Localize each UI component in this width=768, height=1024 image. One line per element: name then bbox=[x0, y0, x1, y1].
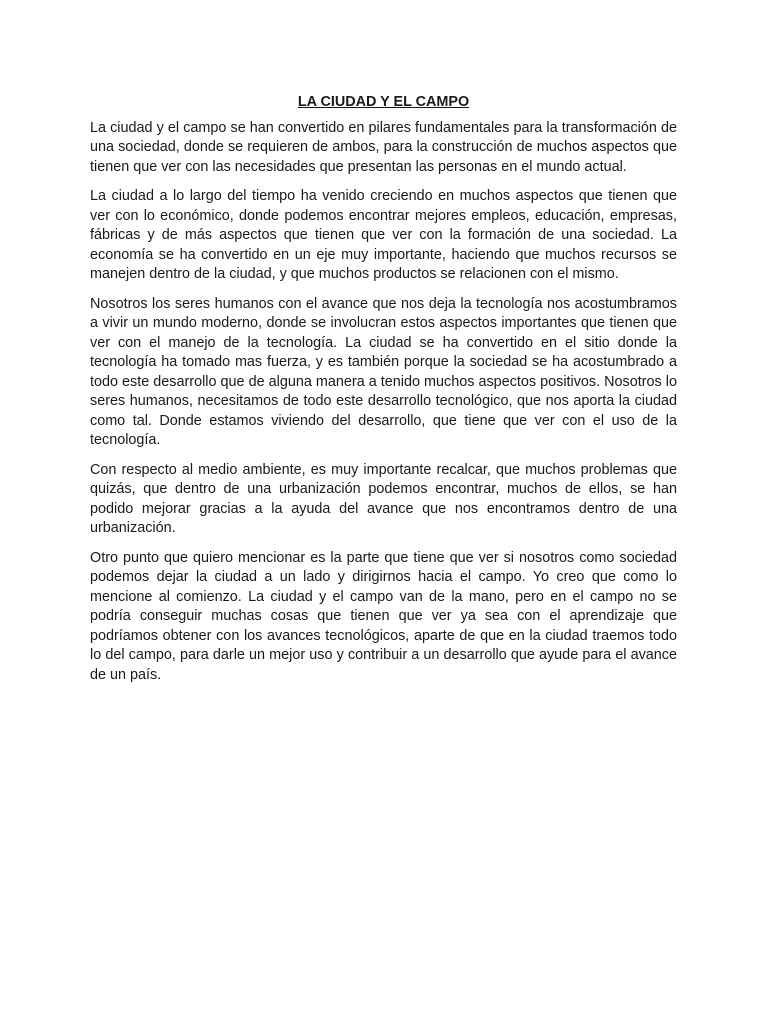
paragraph-1: La ciudad y el campo se han convertido en pilares fundamentales para la transformación de una sociedad, donde se requieren de ambos, para la construcción de muchos aspectos que tienen que ver con las necesidades que presentan las personas en el mundo actual. bbox=[90, 119, 677, 175]
paragraph-4: Con respecto al medio ambiente, es muy importante recalcar, que muchos problemas que quizás, que dentro de una urbanización podemos encontrar, muchos de ellos, se han podido mejorar gracias a la ayuda del avance que nos encontramos dentro de una urbanización. bbox=[90, 461, 677, 536]
document-body bbox=[90, 93, 677, 695]
paragraph-2: La ciudad a lo largo del tiempo ha venido creciendo en muchos aspectos que tienen que ver con lo económico, donde podemos encontrar mejores empleos, educación, empresas, fábricas y de más aspectos que tienen que ver con la formación de una sociedad. La economía se ha convertido en un eje muy importante, haciendo que muchos recursos se manejen dentro de la ciudad, y que muchos productos se relacionen con el mismo. bbox=[90, 188, 677, 282]
paragraph-5: Otro punto que quiero mencionar es la parte que tiene que ver si nosotros como sociedad podemos dejar la ciudad a un lado y dirigirnos hacia el campo. Yo creo que como lo mencione al comienzo. La ciudad y el campo van de la mano, pero en el campo no se podría conseguir muchas cosas que tienen que ver ya sea con el aprendizaje que podríamos obtener con los avances tecnológicos, aparte de que en la ciudad traemos todo lo del campo, para darle un mejor uso y contribuir a un desarrollo que ayude para el avance de un país. bbox=[90, 549, 677, 683]
paragraph-3: Nosotros los seres humanos con el avance que nos deja la tecnología nos acostumbramos a vivir un mundo moderno, donde se involucran estos aspectos importantes que tienen que ver con el manejo de la tecnología. La ciudad se ha convertido en el sitio donde la tecnología ha tomado mas fuerza, y es también porque la sociedad se ha acostumbrado a todo este desarrollo que de alguna manera a tenido muchos aspectos positivos. Nosotros lo seres humanos, necesitamos de todo este desarrollo tecnológico, que nos aporta la ciudad como tal. Donde estamos viviendo del desarrollo, que tiene que ver con el uso de la tecnología. bbox=[90, 295, 677, 448]
document-title: LA CIUDAD Y EL CAMPO bbox=[297, 94, 470, 110]
